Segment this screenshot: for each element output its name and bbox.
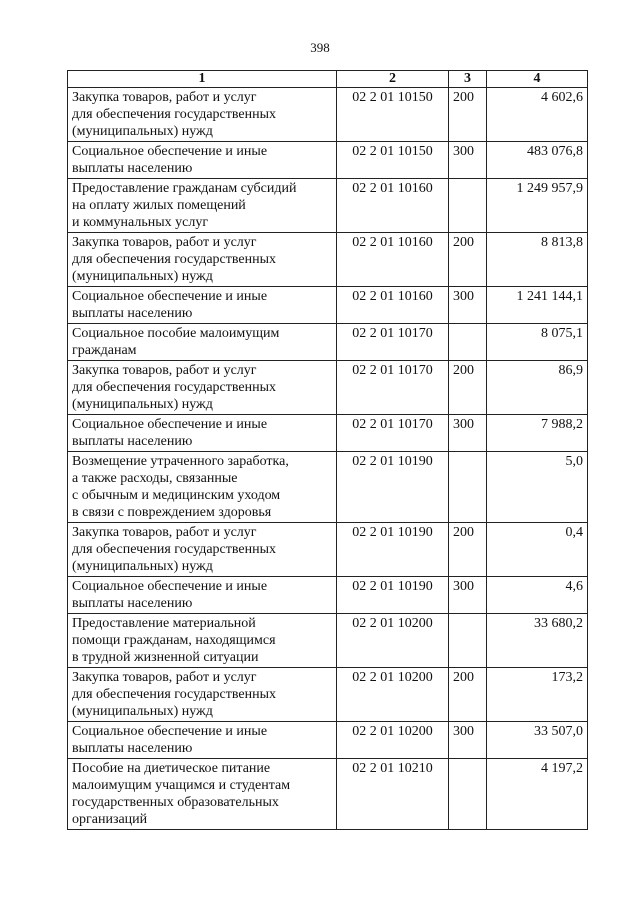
column-header-4: 4 — [487, 71, 588, 88]
row-name: Закупка товаров, работ и услуг для обеспечения государственных (муниципальных) нужд — [68, 668, 337, 722]
row-amount: 8 813,8 — [487, 233, 588, 287]
table-row — [68, 722, 588, 759]
column-header-1: 1 — [68, 71, 337, 88]
table-row — [68, 577, 588, 614]
table-row — [68, 523, 588, 577]
table-row — [68, 88, 588, 142]
page-number: 398 — [310, 40, 330, 55]
row-name: Закупка товаров, работ и услуг для обеспечения государственных (муниципальных) нужд — [68, 523, 337, 577]
row-type — [449, 179, 487, 233]
row-name: Социальное обеспечение и иные выплаты населению — [68, 722, 337, 759]
table-row — [68, 233, 588, 287]
row-code: 02 2 01 10190 — [337, 452, 449, 523]
row-type: 300 — [449, 142, 487, 179]
row-type: 200 — [449, 88, 487, 142]
row-code: 02 2 01 10190 — [337, 577, 449, 614]
row-type: 200 — [449, 361, 487, 415]
table-row — [68, 361, 588, 415]
column-header-2: 2 — [337, 71, 449, 88]
table-row — [68, 179, 588, 233]
row-amount: 0,4 — [487, 523, 588, 577]
row-amount: 483 076,8 — [487, 142, 588, 179]
row-code: 02 2 01 10170 — [337, 415, 449, 452]
row-code: 02 2 01 10170 — [337, 361, 449, 415]
budget-table — [67, 70, 588, 830]
row-type: 300 — [449, 287, 487, 324]
row-code: 02 2 01 10200 — [337, 722, 449, 759]
row-name: Возмещение утраченного заработка, а также расходы, связанные с обычным и медицинским уходом в связи с повреждением здоровья — [68, 452, 337, 523]
row-code: 02 2 01 10150 — [337, 88, 449, 142]
table-row — [68, 287, 588, 324]
row-name: Предоставление гражданам субсидий на оплату жилых помещений и коммунальных услуг — [68, 179, 337, 233]
row-type: 300 — [449, 577, 487, 614]
row-name: Закупка товаров, работ и услуг для обеспечения государственных (муниципальных) нужд — [68, 233, 337, 287]
row-code: 02 2 01 10150 — [337, 142, 449, 179]
row-name: Социальное пособие малоимущим гражданам — [68, 324, 337, 361]
row-name: Предоставление материальной помощи гражданам, находящимся в трудной жизненной ситуации — [68, 614, 337, 668]
table-row — [68, 452, 588, 523]
row-amount: 7 988,2 — [487, 415, 588, 452]
row-code: 02 2 01 10160 — [337, 287, 449, 324]
row-type: 300 — [449, 722, 487, 759]
table-row — [68, 142, 588, 179]
row-name: Социальное обеспечение и иные выплаты населению — [68, 142, 337, 179]
row-amount: 33 680,2 — [487, 614, 588, 668]
row-amount: 173,2 — [487, 668, 588, 722]
table-row — [68, 614, 588, 668]
row-code: 02 2 01 10160 — [337, 233, 449, 287]
row-name: Социальное обеспечение и иные выплаты населению — [68, 415, 337, 452]
row-amount: 1 241 144,1 — [487, 287, 588, 324]
row-name: Пособие на диетическое питание малоимущим учащимся и студентам государственных образовательных организаций — [68, 759, 337, 830]
table-row — [68, 759, 588, 830]
row-code: 02 2 01 10200 — [337, 614, 449, 668]
row-amount: 4,6 — [487, 577, 588, 614]
row-type: 200 — [449, 523, 487, 577]
table-row — [68, 668, 588, 722]
row-code: 02 2 01 10210 — [337, 759, 449, 830]
row-code: 02 2 01 10200 — [337, 668, 449, 722]
row-type: 200 — [449, 668, 487, 722]
row-name: Закупка товаров, работ и услуг для обеспечения государственных (муниципальных) нужд — [68, 88, 337, 142]
budget-table-container — [67, 70, 587, 830]
row-amount: 86,9 — [487, 361, 588, 415]
table-row — [68, 415, 588, 452]
row-type — [449, 324, 487, 361]
table-body — [68, 88, 588, 830]
row-amount: 33 507,0 — [487, 722, 588, 759]
row-type: 300 — [449, 415, 487, 452]
table-row — [68, 324, 588, 361]
column-header-3: 3 — [449, 71, 487, 88]
row-code: 02 2 01 10160 — [337, 179, 449, 233]
row-name: Социальное обеспечение и иные выплаты населению — [68, 287, 337, 324]
row-name: Социальное обеспечение и иные выплаты населению — [68, 577, 337, 614]
row-amount: 8 075,1 — [487, 324, 588, 361]
row-amount: 5,0 — [487, 452, 588, 523]
row-type — [449, 452, 487, 523]
row-code: 02 2 01 10170 — [337, 324, 449, 361]
row-type — [449, 759, 487, 830]
row-type — [449, 614, 487, 668]
row-name: Закупка товаров, работ и услуг для обеспечения государственных (муниципальных) нужд — [68, 361, 337, 415]
row-type: 200 — [449, 233, 487, 287]
row-amount: 4 197,2 — [487, 759, 588, 830]
row-amount: 4 602,6 — [487, 88, 588, 142]
row-code: 02 2 01 10190 — [337, 523, 449, 577]
row-amount: 1 249 957,9 — [487, 179, 588, 233]
table-header-row — [68, 71, 588, 88]
